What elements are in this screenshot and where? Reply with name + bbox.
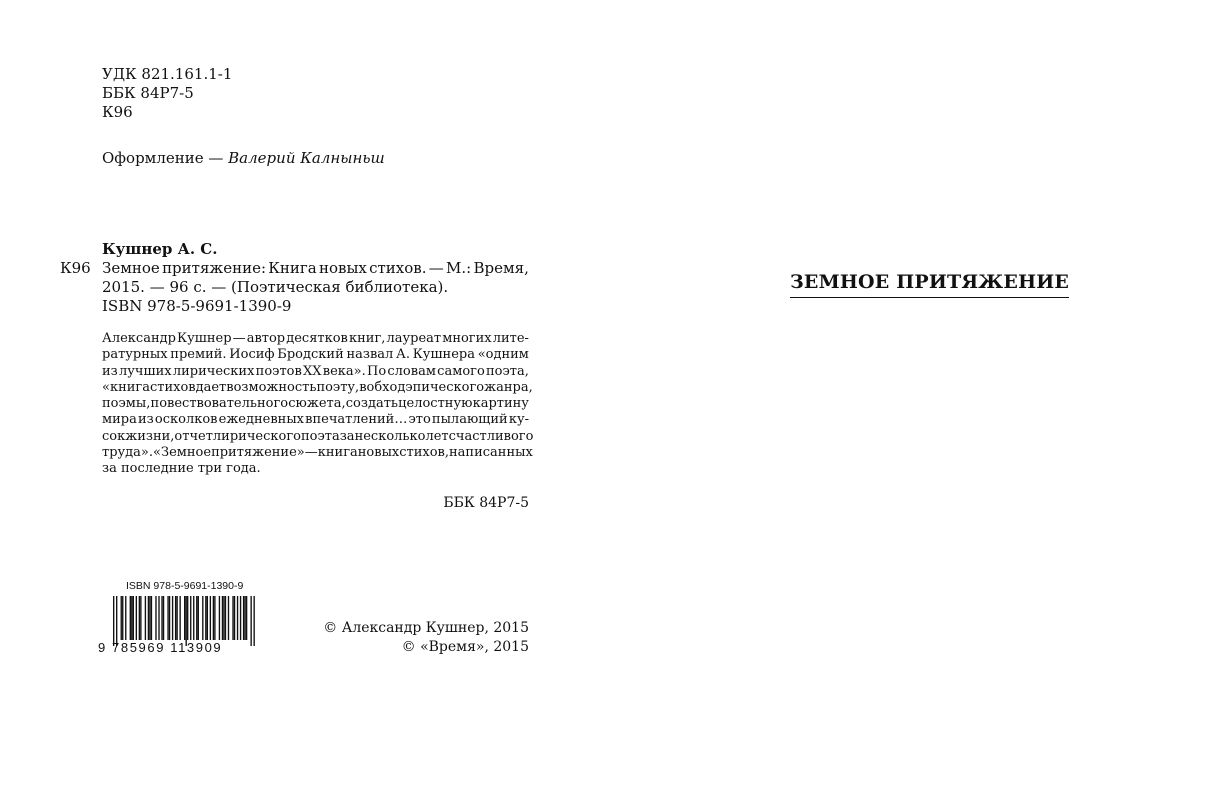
abstract-word: поэмы,	[102, 396, 151, 412]
abstract-word: сюжета,	[288, 396, 346, 412]
abstract-word: «Земное	[153, 445, 212, 461]
barcode-bar	[139, 596, 140, 640]
abstract-word: притяжение»	[211, 445, 305, 461]
design-credit	[102, 149, 385, 168]
abstract-line	[102, 445, 533, 461]
abstract-line	[102, 347, 529, 363]
abstract-word: написанных	[449, 445, 533, 461]
abstract-word: в	[359, 379, 367, 395]
barcode-bar	[121, 596, 122, 640]
abstract-word: десятков	[286, 331, 348, 346]
barcode-bar	[205, 596, 206, 640]
abstract-word: XX	[303, 363, 322, 379]
barcode-bar	[198, 596, 199, 640]
abstract-word: пылающий	[431, 412, 508, 428]
abstract-word: книга	[317, 445, 358, 461]
abstract-word: за	[339, 428, 355, 444]
barcode-bar	[244, 596, 245, 640]
abstract-line	[102, 396, 529, 412]
abstract-word: новых	[357, 445, 400, 461]
barcode-isbn-label: ISBN 978-5-9691-1390-9	[126, 580, 244, 592]
abstract-word: —	[304, 445, 318, 461]
catalog-title-word: Земное	[102, 259, 160, 277]
bbk-code: ББК 84Р7-5	[102, 84, 194, 102]
barcode-bar	[145, 596, 146, 640]
abstract-word: лауреат	[386, 331, 442, 346]
abstract-word: назвал	[346, 347, 394, 363]
abstract-line	[102, 364, 529, 380]
abstract-word: эпического	[405, 379, 485, 395]
abstract-word: осколков	[154, 412, 218, 428]
barcode-bar	[131, 596, 132, 640]
abstract-word: Кушнер	[177, 331, 232, 346]
barcode-bar	[243, 596, 244, 640]
barcode-bar	[149, 596, 150, 640]
catalog-author-sign: К96	[60, 259, 91, 277]
abstract-line	[102, 428, 534, 445]
barcode-bar	[186, 596, 187, 646]
abstract-word: Иосиф	[229, 347, 275, 363]
barcode-bar	[240, 596, 241, 640]
abstract-word: из	[102, 363, 118, 379]
catalog-title-word: стихов.	[369, 259, 427, 277]
abstract-word: картину	[472, 396, 529, 412]
abstract-word: века».	[322, 363, 366, 379]
abstract-word: отчет	[174, 428, 213, 444]
abstract-word: самого	[437, 363, 485, 379]
abstract-word: Кушнера	[412, 347, 475, 363]
barcode-bar	[223, 596, 224, 640]
designer-name: Валерий Калныньш	[228, 149, 385, 167]
barcode-digits: 9 785969 113909	[98, 640, 223, 655]
abstract-word: словам	[387, 363, 436, 379]
abstract-word: дает	[195, 379, 227, 395]
barcode-bar	[140, 596, 141, 640]
catalog-title-word: Время,	[473, 259, 529, 277]
barcode-bar	[246, 596, 247, 640]
copyright-block	[300, 619, 529, 657]
barcode-bar	[136, 596, 137, 640]
copyright-author: © Александр Кушнер, 2015	[323, 620, 529, 636]
abstract-word: многих	[442, 331, 492, 346]
barcode-bar	[253, 596, 254, 646]
abstract-word: целостную	[398, 396, 473, 412]
abstract-line	[102, 379, 533, 396]
catalog-imprint-line: 2015. — 96 с. — (Поэтическая библиотека).	[102, 278, 449, 296]
barcode-bar	[122, 596, 123, 640]
abstract-word: счастливого	[448, 428, 534, 444]
barcode-bar	[207, 596, 208, 640]
barcode-bar	[167, 596, 168, 640]
abstract-word: поэту,	[316, 379, 360, 395]
catalog-title-word: новых	[318, 259, 367, 277]
catalog-card	[102, 240, 529, 316]
barcode-bar	[210, 596, 211, 640]
abstract-word: По	[366, 363, 387, 379]
barcode-bar	[161, 596, 162, 640]
abstract	[102, 331, 534, 478]
abstract-word: жанра,	[484, 379, 533, 395]
barcode-bar	[113, 596, 114, 646]
abstract-line	[102, 461, 529, 477]
barcode-bar	[190, 596, 191, 640]
abstract-word: лучших	[119, 363, 172, 379]
barcode-bars-icon	[113, 596, 255, 646]
barcode-bar	[148, 596, 149, 640]
design-label: Оформление —	[102, 149, 229, 167]
barcode-bar	[193, 596, 194, 640]
udc-code: УДК 821.161.1-1	[102, 65, 233, 83]
barcode-bar	[130, 596, 131, 640]
abstract-word: впечатлений…	[305, 412, 408, 428]
barcode-bar	[158, 596, 159, 640]
barcode-bar	[232, 596, 233, 640]
abstract-word: поэтов	[255, 363, 302, 379]
barcode-bar	[234, 596, 235, 640]
barcode-bar	[225, 596, 226, 640]
bbk-bottom: ББК 84Р7-5	[443, 495, 529, 511]
catalog-title-word: Книга	[268, 259, 317, 277]
barcode-bar	[228, 596, 229, 640]
barcode-bar	[179, 596, 180, 640]
abstract-word: за последние три года.	[102, 461, 261, 477]
abstract-word: обход	[366, 379, 406, 395]
abstract-word: «одним	[477, 347, 529, 363]
catalog-title-word: притяжение:	[162, 259, 267, 277]
abstract-word: это	[408, 412, 431, 428]
abstract-word: А.	[396, 347, 411, 363]
author-sign: К96	[102, 103, 133, 121]
barcode-bar	[214, 596, 215, 640]
barcode-bar	[219, 596, 220, 640]
barcode-bar	[175, 596, 176, 640]
catalog-title-word: —	[428, 259, 444, 277]
abstract-word: автор	[246, 331, 286, 346]
barcode-bar	[116, 596, 117, 646]
abstract-word: поэта,	[486, 363, 529, 379]
abstract-word: ежедневных	[218, 412, 305, 428]
barcode-bar	[169, 596, 170, 640]
abstract-word: труда».	[102, 445, 154, 461]
abstract-word: лирических	[172, 363, 255, 379]
barcode-bar	[202, 596, 203, 640]
catalog-isbn: ISBN 978-5-9691-1390-9	[102, 297, 292, 315]
catalog-title-line	[102, 259, 529, 278]
abstract-word: —	[232, 331, 246, 346]
abstract-word: стихов	[149, 379, 196, 395]
abstract-word: Александр	[102, 331, 176, 346]
abstract-word: возможность	[226, 379, 317, 395]
barcode-bar	[184, 596, 185, 640]
abstract-line	[102, 331, 529, 347]
abstract-word: книг,	[348, 331, 386, 346]
abstract-word: несколько	[354, 428, 426, 444]
copyright-publisher: © «Время», 2015	[401, 639, 529, 655]
udc-block	[102, 65, 232, 122]
abstract-word: сок	[102, 428, 126, 444]
abstract-word: Бродский	[277, 347, 344, 363]
abstract-line	[102, 412, 529, 428]
barcode-bar	[187, 596, 188, 640]
abstract-word: мира	[102, 412, 137, 428]
barcode-bar	[222, 596, 223, 640]
barcode-bar	[133, 596, 134, 640]
barcode-bar	[125, 596, 126, 640]
book-title: ЗЕМНОЕ ПРИТЯЖЕНИЕ	[790, 270, 1069, 298]
abstract-word: поэта	[301, 428, 340, 444]
barcode-bar	[237, 596, 238, 640]
barcode-bar	[176, 596, 177, 640]
barcode-bar	[196, 596, 197, 640]
abstract-word: из	[138, 412, 154, 428]
isbn-barcode	[98, 580, 258, 656]
abstract-word: повествовательного	[150, 396, 289, 412]
barcode-bar	[172, 596, 173, 640]
catalog-author: Кушнер А. С.	[102, 240, 218, 258]
abstract-word: премий.	[170, 347, 227, 363]
barcode-bar	[250, 596, 251, 646]
barcode-bar	[163, 596, 164, 640]
abstract-word: лет	[425, 428, 449, 444]
barcode-bar	[155, 596, 156, 640]
abstract-word: ратурных	[102, 347, 168, 363]
catalog-title-word: М.:	[446, 259, 472, 277]
abstract-word: «книга	[102, 379, 150, 395]
abstract-word: создать	[345, 396, 398, 412]
abstract-word: ку-	[508, 412, 529, 428]
abstract-word: лите-	[492, 331, 529, 346]
barcode-bar	[213, 596, 214, 640]
abstract-word: стихов,	[399, 445, 450, 461]
barcode-bar	[151, 596, 152, 640]
abstract-word: лирического	[212, 428, 301, 444]
abstract-word: жизни,	[125, 428, 175, 444]
